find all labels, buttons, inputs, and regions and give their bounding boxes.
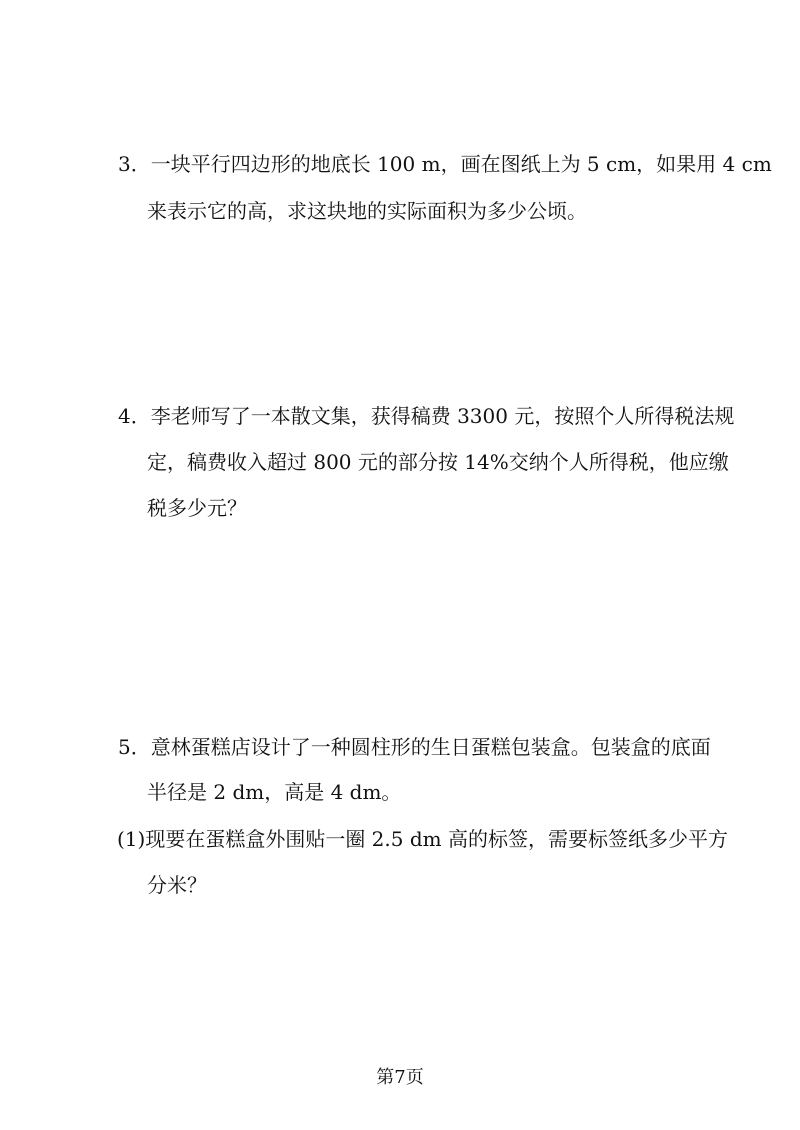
page-number: 第7页	[376, 1067, 424, 1088]
question-5-line-2: 半径是 2 dm，高是 4 dm。	[147, 780, 402, 804]
question-5-line-1: 5．意林蛋糕店设计了一种圆柱形的生日蛋糕包装盒。包装盒的底面	[118, 735, 711, 759]
question-4-line-2: 定，稿费收入超过 800 元的部分按 14%交纳个人所得税，他应缴	[147, 450, 729, 474]
question-4-line-3: 税多少元？	[147, 496, 247, 520]
question-5-sub-1-line-1: (1)现要在蛋糕盒外围贴一圈 2.5 dm 高的标签，需要标签纸多少平方	[117, 827, 728, 851]
question-5-sub-1-line-2: 分米？	[147, 873, 207, 897]
question-3-line-2: 来表示它的高，求这块地的实际面积为多少公顷。	[147, 199, 587, 223]
question-3-line-1: 3．一块平行四边形的地底长 100 m，画在图纸上为 5 cm，如果用 4 cm	[118, 152, 772, 176]
question-4-line-1: 4．李老师写了一本散文集，获得稿费 3300 元，按照个人所得税法规	[118, 404, 735, 428]
